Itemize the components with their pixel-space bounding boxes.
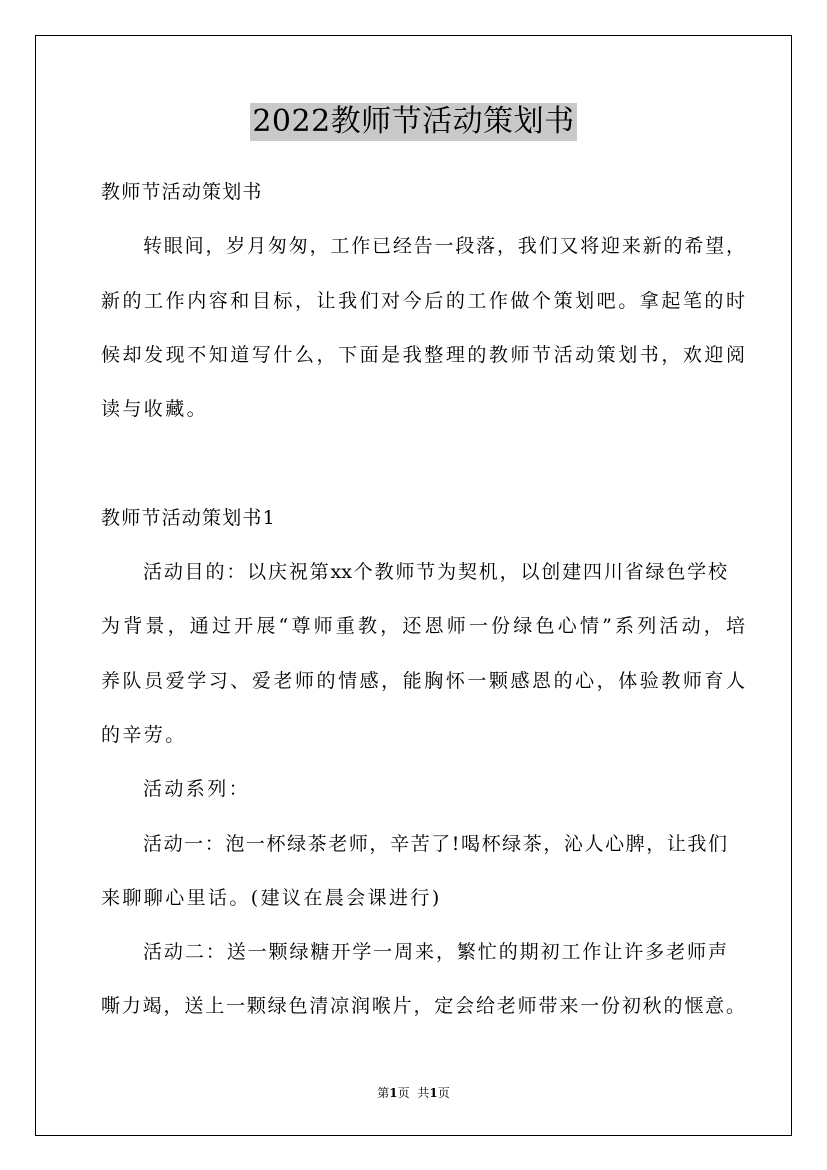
purpose-line: 养队员爱学习、爱老师的情感，能胸怀一颗感恩的心，体验教师育人 xyxy=(101,669,745,692)
footer-page-prefix: 第 xyxy=(377,1086,390,1100)
series-label: 活动系列： xyxy=(143,778,251,801)
intro-line: 新的工作内容和目标，让我们对今后的工作做个策划吧。拿起笔的时 xyxy=(101,289,745,312)
document-title: 2022教师节活动策划书 xyxy=(252,104,575,139)
activity2-line: 活动二：送一颗绿糖开学一周来，繁忙的期初工作让许多老师声 xyxy=(143,941,727,964)
section-heading: 教师节活动策划书1 xyxy=(101,506,276,529)
activity2-line: 嘶力竭，送上一颗绿色清凉润喉片，定会给老师带来一份初秋的惬意。 xyxy=(101,995,745,1018)
document-subtitle: 教师节活动策划书 xyxy=(101,181,263,203)
footer-page-number: 1 xyxy=(389,1086,398,1100)
intro-line: 候却发现不知道写什么，下面是我整理的教师节活动策划书，欢迎阅 xyxy=(101,343,745,366)
footer-total-suffix: 页 xyxy=(437,1086,450,1100)
document-body xyxy=(101,165,745,1034)
footer-total-prefix: 共 xyxy=(417,1086,430,1100)
page-footer xyxy=(0,1084,827,1102)
purpose-line: 的辛劳。 xyxy=(101,723,187,746)
intro-line: 读与收藏。 xyxy=(101,398,209,421)
blank-line xyxy=(101,436,745,490)
footer-total-pages: 1 xyxy=(429,1086,438,1100)
purpose-line: 为背景，通过开展“尊师重教，还恩师一份绿色心情”系列活动，培 xyxy=(101,615,745,638)
activity1-line: 活动一：泡一杯绿茶老师，辛苦了!喝杯绿茶，沁人心脾，让我们 xyxy=(143,832,727,855)
title-row xyxy=(0,103,827,141)
intro-line: 转眼间，岁月匆匆，工作已经告一段落，我们又将迎来新的希望， xyxy=(143,235,745,258)
purpose-line: 活动目的：以庆祝第xx个教师节为契机，以创建四川省绿色学校 xyxy=(143,561,727,584)
footer-page-suffix: 页 xyxy=(397,1086,410,1100)
activity1-line: 来聊聊心里话。(建议在晨会课进行) xyxy=(101,886,442,909)
